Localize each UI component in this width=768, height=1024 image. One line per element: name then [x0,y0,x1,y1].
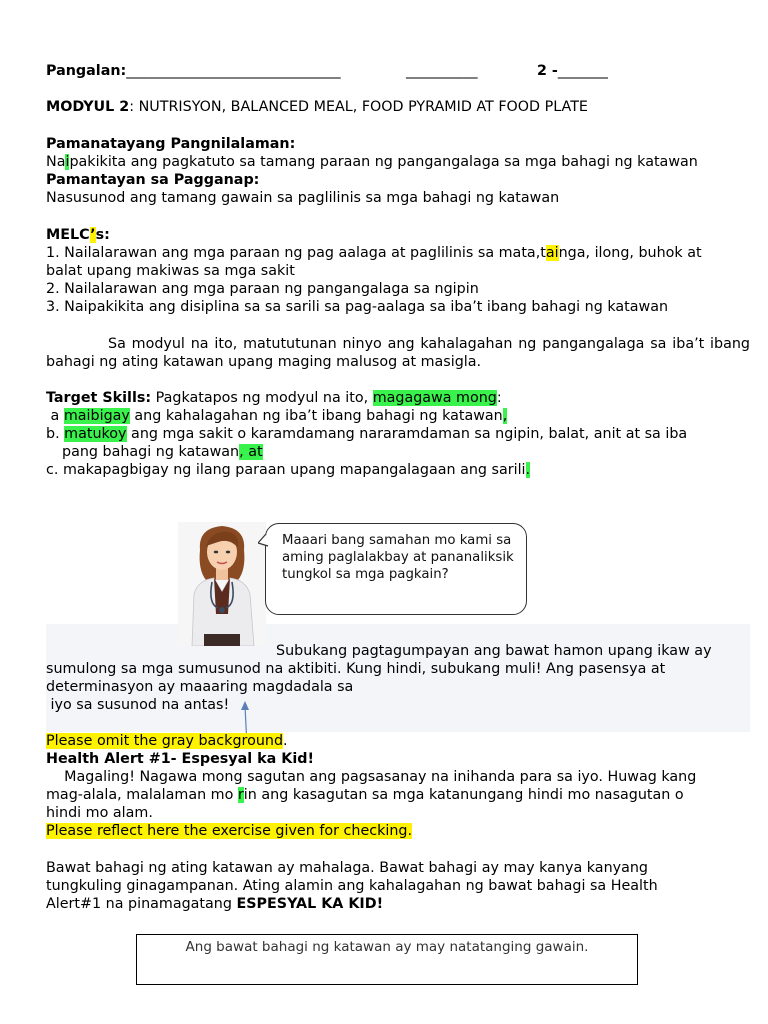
answer-box-text: Ang bawat bahagi ng katawan ay may natatanging gawain. [185,939,589,955]
content-standard-text: Naipakikita ang pagkatuto sa tamang paraan ng pangangalaga sa mga bahagi ng katawan [46,154,698,170]
target-skill-c: c. makapagbigay ng ilang paraan upang mapangalagaan ang sarili. [46,462,531,478]
health-alert-line-1: Magaling! Nagawa mong sagutan ang pagsasanay na inihanda para sa iyo. Huwag kang [46,769,697,785]
melc-item-1: 1. Nailalarawan ang mga paraan ng pag aalaga at paglilinis sa mata,tainga, ilong, buhok at [46,245,702,261]
note-reflect: Please reflect here the exercise given for checking. [46,823,413,839]
note-omit-gray: Please omit the gray background. [46,733,288,749]
speech-bubble [265,523,527,615]
module-title: MODYUL 2: NUTRISYON, BALANCED MEAL, FOOD PYRAMID AT FOOD PLATE [46,99,588,115]
melc-item-2: 2. Nailalarawan ang mga paraan ng pangangalaga sa ngipin [46,281,479,297]
grade-label: 2 - [537,63,558,79]
speech-bubble-text: Maaari bang samahan mo kami sa aming paglalakbay at pananaliksik tungkol sa mga pagkain? [282,533,514,582]
challenge-line-1: Subukang pagtagumpayan ang bawat hamon upang ikaw ay [276,643,712,659]
challenge-line-3: determinasyon ay maaaring magdadala sa [46,679,354,695]
answer-box [136,934,638,985]
health-alert-line-2: mag-alala, malalaman mo rin ang kasagutan sa mga katanungang hindi mo nasagutan o [46,787,684,803]
content-standard-heading: Pamanatayang Pangnilalaman: [46,136,296,152]
blank-2: __________ [406,63,478,79]
target-skill-a: a maibigay ang kahalagahan ng iba’t ibang bahagi ng katawan, [46,408,508,424]
challenge-line-4: iyo sa susunod na antas! [46,697,230,713]
melcs-heading: MELC’s: [46,227,110,243]
health-alert-heading: Health Alert #1- Espesyal ka Kid! [46,751,314,767]
name-label: Pangalan: [46,63,127,79]
health-alert-line-3: hindi mo alam. [46,805,153,821]
header-line [46,62,341,80]
intro-paragraph: Sa modyul na ito, matututunan ninyo ang kahalagahan ng pangangalaga sa iba’t ibang bahagi ng ating katawan upang maging malusog at masigla. [46,336,750,370]
melc-item-3: 3. Naipakikita ang disiplina sa sa sarili sa pag-aalaga sa iba’t ibang bahagi ng katawan [46,299,669,315]
grade-field [537,62,608,80]
speech-bubble-tail [258,534,270,548]
melc-item-1-cont: balat upang makiwas sa mga sakit [46,263,295,279]
performance-standard-text: Nasusunod ang tamang gawain sa paglilinis sa mga bahagi ng katawan [46,190,560,206]
target-skill-b-cont: pang bahagi ng katawan, at [62,444,263,460]
target-skill-b: b. matukoy ang mga sakit o karamdamang nararamdaman sa ngipin, balat, anit at sa iba [46,426,688,442]
grade-blank: _______ [557,63,608,79]
closing-line-2: tungkuling ginagampanan. Ating alamin ang kahalagahan ng bawat bahagi sa Health [46,878,658,894]
closing-line-3: Alert#1 na pinamagatang ESPESYAL KA KID! [46,896,384,912]
doctor-illustration [178,522,266,646]
challenge-line-2: sumulong sa mga sumusunod na aktibiti. Kung hindi, subukang muli! Ang pasensya at [46,661,666,677]
closing-line-1: Bawat bahagi ng ating katawan ay mahalaga. Bawat bahagi ay may kanya kanyang [46,860,648,876]
name-blank: ______________________________ [126,63,341,79]
target-skills-heading: Target Skills: Pagkatapos ng modyul na ito, magagawa mong: [46,390,502,406]
performance-standard-heading: Pamantayan sa Pagganap: [46,172,260,188]
